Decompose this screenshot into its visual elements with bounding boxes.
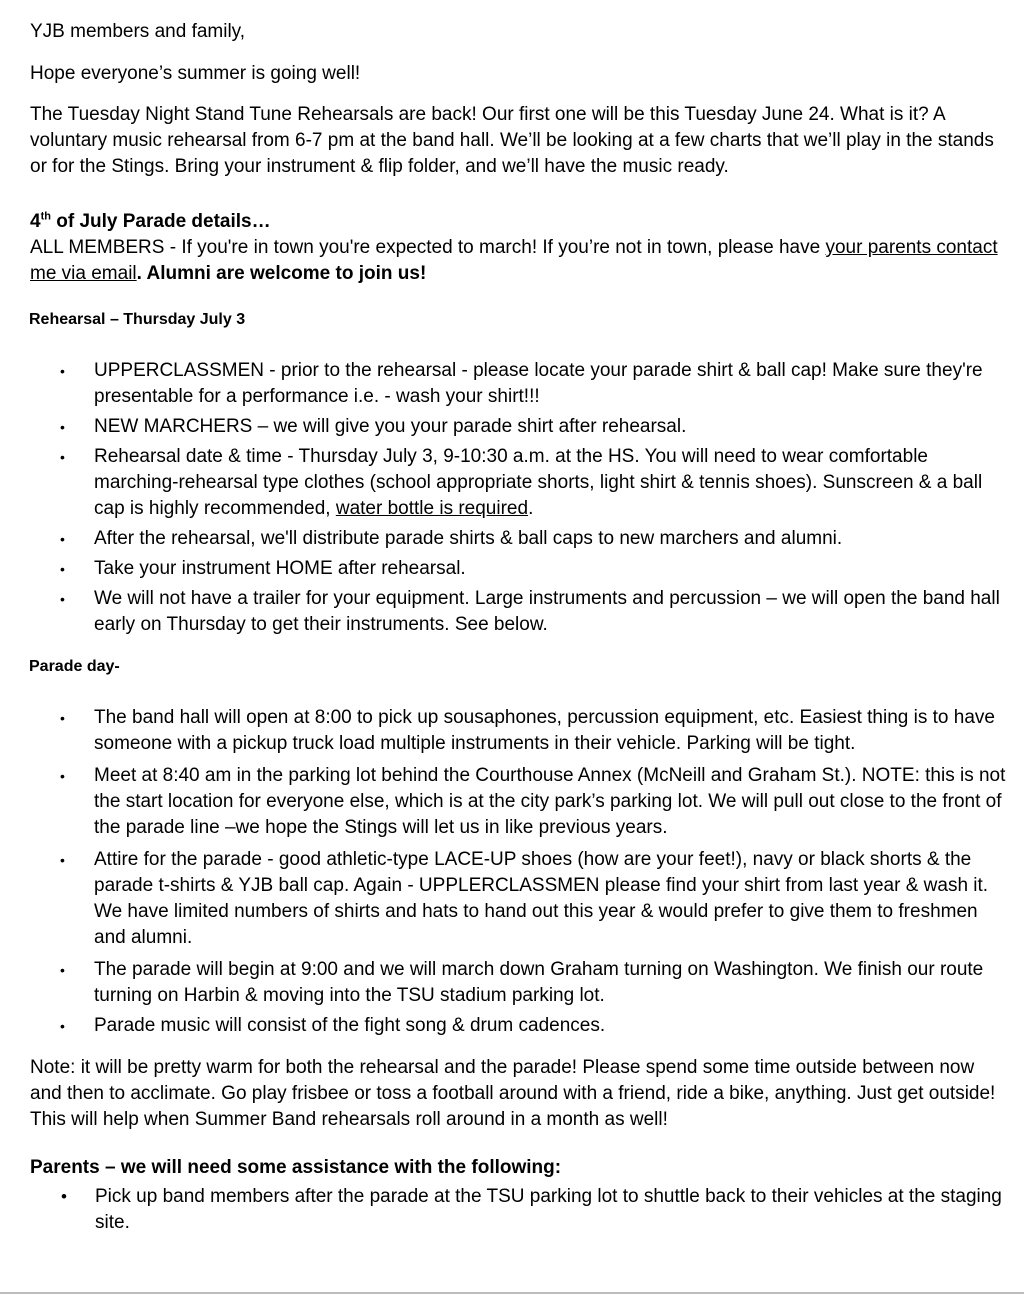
list-item: • Pick up band members after the parade at the TSU parking lot to shuttle back to their vehicles at the staging site. xyxy=(61,1186,1002,1233)
all-members-paragraph xyxy=(30,235,1006,287)
rehearsal-announcement: The Tuesday Night Stand Tune Rehearsals are back! Our first one will be this Tuesday June 24. What is it? A voluntary music rehearsal from 6-7 pm at the band hall. We’ll be looking at a few charts that we’ll play in the stands or for the Stings. Bring your instrument & flip folder, and we’ll have the music ready. xyxy=(30,104,994,177)
list-item: • UPPERCLASSMEN - prior to the rehearsal - please locate your parade shirt & ball cap! Make sure they're presentable for a performance i.e. - wash your shirt!!! xyxy=(60,360,983,407)
intro-line: Hope everyone’s summer is going well! xyxy=(30,63,361,84)
list-item: • Attire for the parade - good athletic-type LACE-UP shoes (how are your feet!), navy or black shorts & the parade t-shirts & YJB ball cap. Again - UPPLERCLASSMEN please find your shirt from last year & wash it. We have limited numbers of shirts and hats to hand out this year & would prefer to give them to freshmen and alumni. xyxy=(60,849,989,948)
heading-number: 4 xyxy=(30,211,41,232)
water-bottle-required: water bottle is required xyxy=(335,498,529,519)
list-item: • The band hall will open at 8:00 to pick up sousaphones, percussion equipment, etc. Easiest thing is to have someone with a pickup truck load multiple instruments in their vehicle. Parking will be tight. xyxy=(60,707,995,754)
bullet: • xyxy=(60,1018,65,1034)
bullet: • xyxy=(60,363,65,379)
members-text: ALL MEMBERS - If you're in town you're expected to march! If you’re not in town, please have xyxy=(30,237,826,258)
alumni-welcome: Alumni are welcome to join us! xyxy=(146,263,427,284)
parents-email-link[interactable]: your parents contact me via email xyxy=(30,237,998,284)
document-body xyxy=(30,19,1006,1236)
list-item: • Meet at 8:40 am in the parking lot behind the Courthouse Annex (McNeill and Graham St.). NOTE: this is not the start location for everyone else, which is at the city park’s parking lot. We will pull out close to the front of the parade line –we hope the Stings will let us in like previous years. xyxy=(60,765,1006,838)
parents-heading: Parents – we will need some assistance with the following: xyxy=(30,1157,562,1178)
heading-text: of July Parade details… xyxy=(50,211,271,232)
rehearsal-heading: Rehearsal – Thursday July 3 xyxy=(29,311,246,328)
heading-superscript: th xyxy=(40,210,51,223)
bullet: • xyxy=(60,419,65,435)
bullet: • xyxy=(60,561,65,577)
bullet: • xyxy=(60,852,65,868)
rehearsal-list xyxy=(30,358,1006,638)
members-after: . xyxy=(136,263,147,284)
list-item: • Parade music will consist of the fight song & drum cadences. xyxy=(30,1013,1006,1039)
bullet: • xyxy=(60,449,65,465)
bullet: • xyxy=(60,962,65,978)
parade-day-list xyxy=(30,705,1006,1039)
list-item: • After the rehearsal, we'll distribute parade shirts & ball caps to new marchers and alumni. xyxy=(30,526,1006,552)
parade-day-heading: Parade day- xyxy=(29,658,120,675)
bullet: • xyxy=(60,591,65,607)
bullet: • xyxy=(61,1187,67,1206)
list-item: • We will not have a trailer for your equipment. Large instruments and percussion – we will open the band hall early on Thursday to get their instruments. See below. xyxy=(60,588,1000,635)
page-divider xyxy=(0,1292,1024,1294)
bullet: • xyxy=(60,710,65,726)
parents-list xyxy=(30,1184,1006,1236)
parade-details-heading xyxy=(30,209,1006,235)
list-item: • The parade will begin at 9:00 and we will march down Graham turning on Washington. We finish our route turning on Harbin & moving into the TSU stadium parking lot. xyxy=(60,959,984,1006)
greeting: YJB members and family, xyxy=(30,21,246,42)
list-item: • Rehearsal date & time - Thursday July 3, 9-10:30 a.m. at the HS. You will need to wear comfortable marching-rehearsal type clothes (school appropriate shorts, light shirt & tennis shoes). Sunscreen & a ball cap is highly recommended, water bottle is required. xyxy=(60,446,983,519)
bullet: • xyxy=(60,531,65,547)
list-item: • Take your instrument HOME after rehearsal. xyxy=(30,556,1006,582)
bullet: • xyxy=(60,768,65,784)
note-paragraph: Note: it will be pretty warm for both the rehearsal and the parade! Please spend some time outside between now and then to acclimate. Go play frisbee or toss a football around with a friend, ride a bike, anything. Just get outside! This will help when Summer Band rehearsals roll around in a month as well! xyxy=(30,1057,996,1130)
list-item: • NEW MARCHERS – we will give you your parade shirt after rehearsal. xyxy=(30,414,1006,440)
